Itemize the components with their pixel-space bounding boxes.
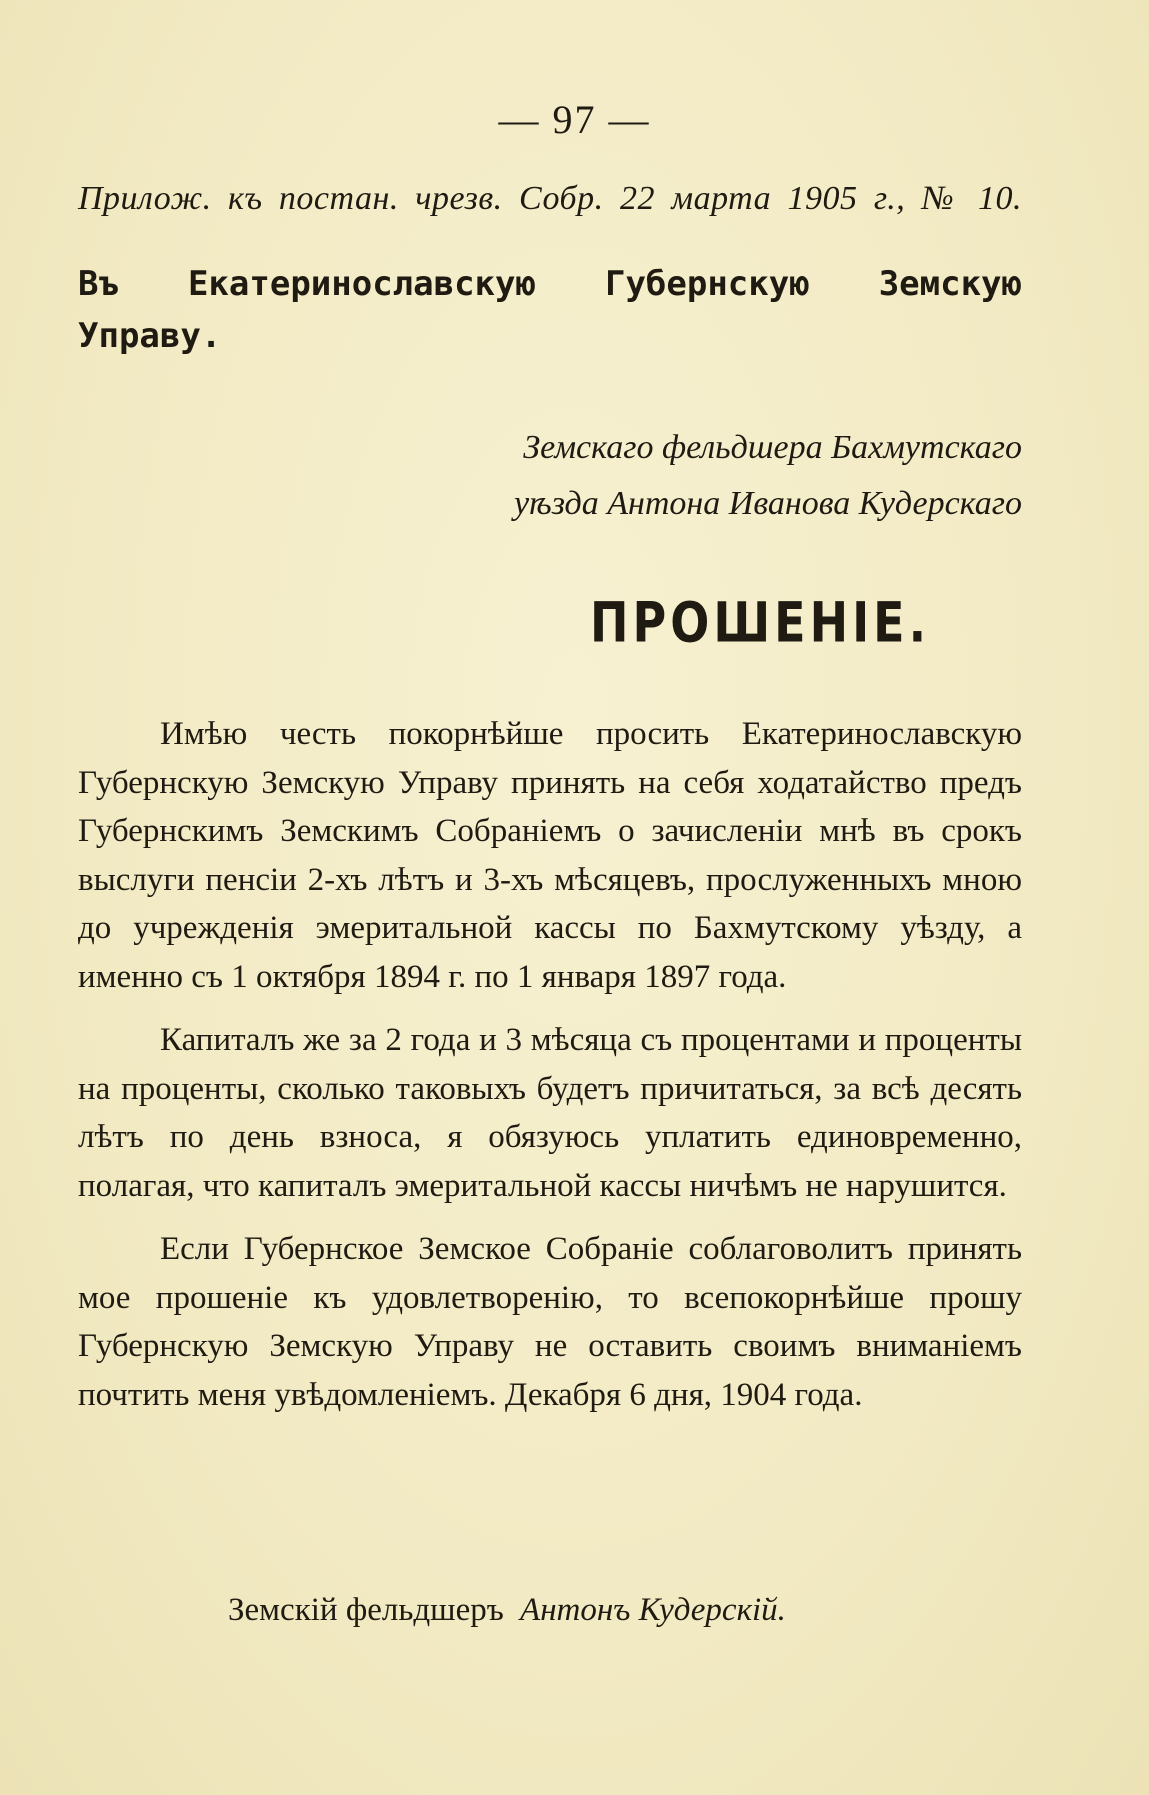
signature-position: Земскій фельдшеръ [228,1592,504,1628]
signature-name: Антонъ Кудерскій. [520,1592,786,1628]
paragraph-1: Имѣю честь покорнѣйше просить Екатеринославскую Губернскую Земскую Управу принять на себя ходатайство предъ Губернскимъ Земскимъ Собраніемъ о зачисленіи мнѣ въ срокъ выслуги пенсіи 2-хъ лѣтъ и 3-хъ мѣсяцевъ, прослуженныхъ мною до учрежденія эмеритальной кассы по Бахмутскому уѣзду, а именно съ 1 октября 1894 г. по 1 января 1897 года. [78,716,1022,995]
page-number: — 97 — [498,97,651,142]
sender-block [78,420,1022,532]
signature-block [228,1592,786,1629]
sender-line-1: Земскаго фельдшера Бахмутскаго [523,429,1022,466]
petition-body [78,710,1022,1434]
addressee: Въ Екатеринославскую Губернскую Земскую Управу. [78,264,1022,356]
sender-line-2: уѣзда Антона Иванова Кудерскаго [513,485,1022,522]
appendix-reference: Прилож. къ постан. чрезв. Собр. 22 марта 1905 г., № 10. [78,180,1022,217]
document-title: ПРОШЕНІЕ. [590,590,931,655]
paragraph-3: Если Губернское Земское Собраніе соблаговолитъ принять мое прошеніе къ удовлетворенію, то всепокорнѣйше прошу Губернскую Земскую Управу не оставить своимъ вниманіемъ почтить меня увѣдомленіемъ. Декабря 6 дня, 1904 года. [78,1231,1022,1413]
paragraph-2: Капиталъ же за 2 года и 3 мѣсяца съ процентами и проценты на проценты, сколько таковыхъ будетъ причитаться, за всѣ десять лѣтъ по день взноса, я обязуюсь уплатить единовременно, полагая, что капиталъ эмеритальной кассы ничѣмъ не нарушится. [78,1022,1022,1204]
